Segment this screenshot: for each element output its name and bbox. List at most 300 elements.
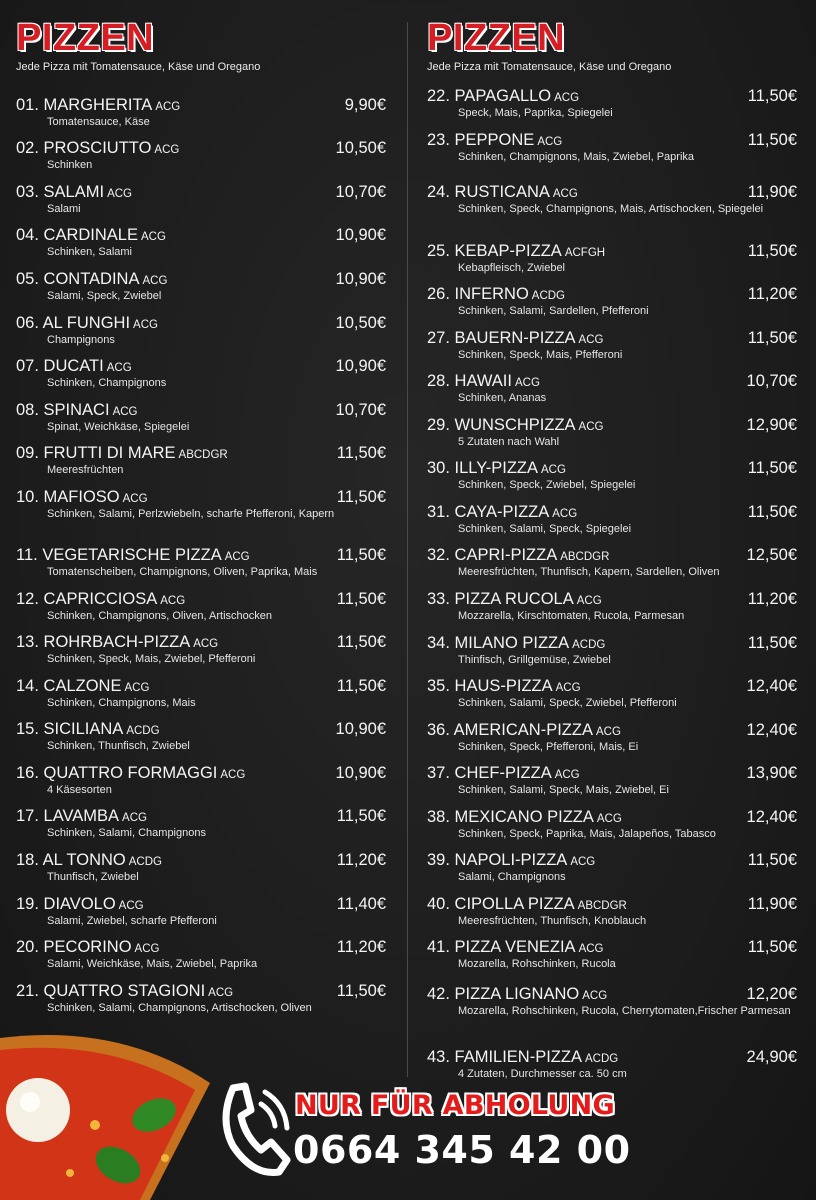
menu-item-title (16, 444, 228, 463)
menu-item-price: 11,50€ (747, 87, 797, 105)
menu-item-line (427, 1048, 797, 1067)
menu-item-description: Spinat, Weichkäse, Spiegelei (47, 421, 190, 433)
menu-item-title (16, 851, 162, 870)
menu-item-price: 10,90€ (335, 357, 386, 375)
menu-item-price: 11,50€ (747, 459, 797, 477)
menu-item-price: 11,50€ (747, 634, 797, 652)
menu-item-number: 04. (16, 226, 39, 244)
menu-column-left (16, 17, 386, 1014)
menu-item-allergens: ACDG (572, 639, 606, 651)
menu-item-title (427, 985, 607, 1004)
menu-item-description: Schinken, Speck, Pfefferoni, Mais, Ei (458, 741, 639, 753)
menu-item-description: Tomatenscheiben, Champignons, Oliven, Paprika, Mais (47, 566, 318, 578)
menu-item (427, 634, 797, 667)
menu-item-allergens: ACG (155, 101, 181, 113)
menu-item-allergens: ACG (118, 900, 144, 912)
menu-item-number: 10. (16, 488, 39, 506)
menu-item-price: 12,40€ (746, 677, 797, 695)
menu-item-name: PIZZA VENEZIA (454, 938, 576, 956)
menu-item-allergens: ACDG (126, 725, 160, 737)
menu-item-description: Schinken, Salami, Speck, Spiegelei (458, 523, 632, 535)
menu-item (427, 503, 797, 536)
menu-item-allergens: ACG (220, 769, 246, 781)
menu-item-name: HAWAII (454, 372, 512, 390)
menu-item-line (16, 270, 386, 289)
menu-item-number: 39. (427, 851, 450, 869)
menu-item-name: SALAMI (43, 183, 105, 201)
menu-item-number: 32. (427, 546, 450, 564)
menu-item-title (427, 677, 581, 696)
menu-item-price: 11,20€ (336, 938, 386, 956)
menu-item-title (427, 372, 540, 391)
menu-item-price: 11,20€ (336, 851, 386, 869)
menu-item-number: 31. (427, 503, 450, 521)
menu-item (427, 677, 797, 710)
menu-item-price: 10,50€ (335, 314, 386, 332)
menu-item-price: 13,90€ (746, 764, 797, 782)
menu-item-name: MAFIOSO (43, 488, 120, 506)
menu-item-description: Thunfisch, Zwiebel (47, 871, 139, 883)
menu-item-number: 01. (16, 96, 39, 114)
menu-item-line (16, 764, 386, 783)
menu-item-number: 22. (427, 87, 450, 105)
menu-item-description: Schinken, Salami, Champignons, Artischocken, Oliven (47, 1002, 312, 1014)
menu-item (427, 459, 797, 492)
menu-item-price: 12,40€ (746, 808, 797, 826)
menu-item-title (16, 357, 132, 376)
menu-item-price: 11,50€ (747, 242, 797, 260)
menu-item-description: Schinken, Salami, Speck, Mais, Zwiebel, Ei (458, 784, 669, 796)
menu-item-description: Schinken, Speck, Mais, Pfefferoni (458, 349, 623, 361)
menu-item-title (16, 633, 218, 652)
menu-item-description: Salami, Champignons (458, 871, 566, 883)
menu-item-name: WUNSCHPIZZA (454, 416, 576, 434)
menu-item-title (16, 677, 149, 696)
menu-item-allergens: ACG (514, 377, 540, 389)
menu-item (16, 720, 386, 753)
menu-item-number: 06. (16, 314, 39, 332)
menu-item-name: MEXICANO PIZZA (454, 808, 594, 826)
menu-item-line (427, 677, 797, 696)
menu-item-name: AL TONNO (42, 851, 126, 869)
menu-item-description: Meeresfrüchten (47, 464, 124, 476)
menu-item-name: HAUS-PIZZA (454, 677, 553, 695)
menu-item (16, 677, 386, 710)
menu-item (427, 416, 797, 449)
menu-item (16, 139, 386, 172)
menu-item-title (16, 139, 179, 158)
menu-item (427, 938, 797, 971)
menu-item-line (427, 721, 797, 740)
menu-item (16, 590, 386, 623)
menu-item-number: 30. (427, 459, 450, 477)
menu-item (16, 938, 386, 971)
pizza-slice-image (0, 1028, 215, 1200)
menu-item-description: Schinken, Champignons, Mais, Zwiebel, Paprika (458, 151, 695, 163)
menu-item-title (427, 938, 603, 957)
menu-item (16, 851, 386, 884)
menu-item-line (427, 764, 797, 783)
menu-item-title (16, 938, 159, 957)
menu-item-title (16, 314, 158, 333)
menu-item-allergens: ACG (133, 319, 158, 331)
menu-item-number: 13. (16, 633, 39, 651)
menu-item-line (427, 416, 797, 435)
menu-item-name: AMERICAN-PIZZA (453, 721, 593, 739)
menu-item-title (16, 96, 180, 115)
menu-item-line (16, 183, 386, 202)
menu-item-description: 5 Zutaten nach Wahl (458, 436, 560, 448)
menu-item-name: CONTADINA (43, 270, 140, 288)
menu-item-name: PECORINO (43, 938, 132, 956)
menu-item-allergens: ACG (595, 726, 621, 738)
menu-item-allergens: ACG (160, 595, 186, 607)
menu-column-right (427, 17, 797, 1080)
menu-item-line (16, 677, 386, 696)
menu-item-name: MARGHERITA (43, 96, 153, 114)
menu-item-line (16, 546, 386, 565)
menu-item-name: PIZZA RUCOLA (454, 590, 574, 608)
phone-icon (215, 1080, 293, 1176)
menu-item-description: Schinken, Salami, Champignons (47, 827, 206, 839)
menu-item-title (16, 183, 132, 202)
menu-item-number: 19. (16, 895, 39, 913)
menu-item-allergens: ABCDGR (577, 900, 627, 912)
menu-item-price: 12,20€ (746, 985, 797, 1003)
menu-item-line (16, 139, 386, 158)
menu-item-line (427, 895, 797, 914)
menu-item-description: Tomatensauce, Käse (47, 116, 150, 128)
menu-item (427, 372, 797, 405)
menu-item (16, 444, 386, 477)
menu-item (427, 285, 797, 318)
menu-item (427, 764, 797, 797)
menu-item-allergens: ACG (154, 144, 180, 156)
menu-item-name: FAMILIEN-PIZZA (454, 1048, 582, 1066)
menu-item-number: 36. (427, 721, 450, 739)
menu-item-name: MILANO PIZZA (454, 634, 570, 652)
menu-item-title (427, 459, 566, 478)
menu-item-description: 4 Käsesorten (47, 784, 112, 796)
menu-item-allergens: ACG (112, 406, 138, 418)
menu-item-title (427, 546, 609, 565)
menu-item-allergens: ACG (552, 188, 578, 200)
menu-item-allergens: ACG (140, 231, 166, 243)
menu-item-price: 11,50€ (336, 677, 386, 695)
menu-item-description: Schinken, Salami, Perlzwiebeln, scharfe Pfefferoni, Kapern (47, 508, 335, 520)
column-divider (407, 22, 408, 1077)
menu-item-line (16, 851, 386, 870)
menu-item-title (427, 131, 562, 150)
menu-item-description: Schinken, Champignons, Oliven, Artischocken (47, 610, 273, 622)
menu-item-line (427, 808, 797, 827)
menu-item (427, 329, 797, 362)
menu-item-name: CIPOLLA PIZZA (454, 895, 575, 913)
menu-item (427, 183, 797, 216)
menu-item (427, 590, 797, 623)
pickup-banner (215, 1080, 635, 1180)
menu-item-name: QUATTRO STAGIONI (43, 982, 206, 1000)
menu-item-number: 27. (427, 329, 450, 347)
menu-item-number: 05. (16, 270, 39, 288)
menu-item-number: 11. (16, 546, 38, 564)
menu-item-name: CARDINALE (43, 226, 138, 244)
menu-item-name: INFERNO (454, 285, 529, 303)
menu-item-description: Mozzarella, Kirschtomaten, Rucola, Parmesan (458, 610, 685, 622)
pickup-notice: NUR FÜR ABHOLUNG (295, 1090, 616, 1121)
menu-item-name: CAYA-PIZZA (454, 503, 550, 521)
menu-item-number: 21. (16, 982, 39, 1000)
menu-item-allergens: ACG (540, 464, 566, 476)
menu-item-line (16, 488, 386, 507)
menu-item-allergens: ACDG (584, 1053, 619, 1065)
menu-item-title (427, 895, 627, 914)
menu-item-description: 4 Zutaten, Durchmesser ca. 50 cm (458, 1068, 627, 1080)
menu-item-title (16, 401, 137, 420)
menu-item-name: VEGETARISCHE PIZZA (42, 546, 222, 564)
menu-item-description: Champignons (47, 334, 115, 346)
menu-item-line (16, 982, 386, 1001)
menu-item-description: Schinken (47, 159, 93, 171)
menu-item-allergens: ACG (578, 421, 604, 433)
menu-item (427, 808, 797, 841)
menu-item-line (427, 372, 797, 391)
menu-item-allergens: ACG (224, 551, 250, 563)
menu-item-number: 42. (427, 985, 450, 1003)
menu-item-description: Salami, Zwiebel, scharfe Pfefferoni (47, 915, 217, 927)
menu-item-title (427, 285, 565, 304)
menu-item-title (427, 1048, 618, 1067)
menu-item-line (427, 459, 797, 478)
menu-item-name: PIZZA LIGNANO (454, 985, 580, 1003)
menu-item-description: Salami, Speck, Zwiebel (47, 290, 162, 302)
menu-item-title (16, 546, 250, 565)
menu-item (427, 721, 797, 754)
menu-item-number: 09. (16, 444, 39, 462)
menu-item-price: 11,50€ (747, 938, 797, 956)
menu-item-price: 10,90€ (335, 764, 386, 782)
menu-item-title (16, 807, 147, 826)
menu-item-price: 10,90€ (335, 226, 386, 244)
menu-item-description: Schinken, Champignons, Mais (47, 697, 196, 709)
menu-item-line (427, 985, 797, 1004)
menu-item (427, 1048, 797, 1081)
menu-item-title (16, 720, 160, 739)
menu-item-price: 11,50€ (336, 590, 386, 608)
menu-item (16, 807, 386, 840)
menu-item-number: 15. (16, 720, 39, 738)
menu-item-allergens: ACG (554, 769, 580, 781)
menu-item-allergens: ACFGH (564, 247, 606, 259)
menu-item-title (16, 895, 144, 914)
menu-item-allergens: ACG (122, 812, 147, 824)
menu-item-title (427, 808, 622, 827)
menu-item-price: 11,20€ (747, 590, 797, 608)
menu-item-line (16, 226, 386, 245)
menu-item-name: KEBAP-PIZZA (454, 242, 562, 260)
menu-item-line (16, 401, 386, 420)
menu-item-description: Schinken, Speck, Paprika, Mais, Jalapeños, Tabasco (458, 828, 716, 840)
menu-item-number: 41. (427, 938, 450, 956)
menu-item-price: 11,50€ (336, 633, 386, 651)
menu-item-name: SICILIANA (43, 720, 124, 738)
section-subtitle: Jede Pizza mit Tomatensauce, Käse und Oregano (16, 61, 261, 73)
menu-item (16, 314, 386, 347)
menu-item-number: 20. (16, 938, 39, 956)
menu-item-line (16, 807, 386, 826)
menu-item-line (16, 938, 386, 957)
phone-number[interactable]: 0664 345 42 00 (293, 1128, 631, 1172)
menu-item-name: ILLY-PIZZA (454, 459, 538, 477)
menu-item-allergens: ABCDGR (178, 449, 228, 461)
menu-item-title (427, 87, 579, 106)
menu-item-line (16, 357, 386, 376)
menu-item-number: 14. (16, 677, 39, 695)
menu-item-price: 9,90€ (344, 96, 386, 114)
menu-item-description: Salami (47, 203, 81, 215)
menu-item-description: Meeresfrüchten, Thunfisch, Knoblauch (458, 915, 647, 927)
menu-item-allergens: ACDG (128, 856, 162, 868)
menu-item-description: Schinken, Speck, Zwiebel, Spiegelei (458, 479, 636, 491)
menu-item-description: Speck, Mais, Paprika, Spiegelei (458, 107, 613, 119)
menu-item-name: RUSTICANA (454, 183, 550, 201)
menu-item-number: 25. (427, 242, 450, 260)
menu-item-price: 10,50€ (335, 139, 386, 157)
menu-item-title (427, 183, 578, 202)
menu-item-line (427, 546, 797, 565)
menu-item-name: CAPRICCIOSA (43, 590, 158, 608)
menu-item-number: 29. (427, 416, 450, 434)
menu-item-title (16, 270, 167, 289)
menu-item-allergens: ACDG (531, 290, 566, 302)
menu-item-line (16, 444, 386, 463)
menu-item-title (16, 982, 233, 1001)
menu-item-allergens: ACG (582, 990, 608, 1002)
menu-item (427, 131, 797, 164)
menu-item (16, 633, 386, 666)
menu-item (427, 242, 797, 275)
section-subtitle: Jede Pizza mit Tomatensauce, Käse und Oregano (427, 61, 672, 73)
menu-item-description: Schinken, Speck, Mais, Zwiebel, Pfefferoni (47, 653, 256, 665)
menu-item-price: 11,50€ (336, 982, 386, 1000)
menu-item-name: CHEF-PIZZA (454, 764, 552, 782)
menu-item-number: 16. (16, 764, 39, 782)
menu-item-price: 10,70€ (746, 372, 797, 390)
menu-item-description: Schinken, Salami, Speck, Zwiebel, Pfefferoni (458, 697, 677, 709)
menu-item-price: 10,70€ (335, 183, 386, 201)
menu-item-price: 11,50€ (747, 131, 797, 149)
menu-item-allergens: ACG (555, 682, 581, 694)
menu-item-price: 12,40€ (746, 721, 797, 739)
menu-item-title (427, 634, 605, 653)
menu-item-number: 38. (427, 808, 450, 826)
menu-item-allergens: ACG (578, 943, 604, 955)
menu-item-line (16, 633, 386, 652)
section-title: PIZZEN (16, 17, 155, 59)
menu-item-title (427, 721, 621, 740)
menu-item-line (427, 285, 797, 304)
menu-item-price: 11,50€ (336, 488, 386, 506)
menu-item-price: 12,50€ (746, 546, 797, 564)
menu-item-number: 23. (427, 131, 450, 149)
menu-item-number: 12. (16, 590, 39, 608)
menu-item-price: 12,90€ (746, 416, 797, 434)
menu-item-name: PAPAGALLO (454, 87, 552, 105)
menu-item-allergens: ACG (208, 987, 234, 999)
menu-item-price: 11,50€ (747, 503, 797, 521)
menu-item-name: CAPRI-PIZZA (454, 546, 558, 564)
menu-item-name: AL FUNGHI (42, 314, 131, 332)
menu-item-price: 24,90€ (746, 1048, 797, 1066)
menu-item-line (427, 242, 797, 261)
menu-item (16, 982, 386, 1015)
menu-item-title (16, 226, 166, 245)
menu-item-title (427, 764, 580, 783)
menu-item-name: NAPOLI-PIZZA (454, 851, 568, 869)
menu-item (16, 895, 386, 928)
menu-item-line (427, 503, 797, 522)
menu-item-line (427, 938, 797, 957)
menu-item-line (16, 314, 386, 333)
menu-item-name: BAUERN-PIZZA (454, 329, 576, 347)
menu-item (427, 546, 797, 579)
menu-item-number: 37. (427, 764, 450, 782)
menu-item-name: LAVAMBA (43, 807, 120, 825)
menu-item-number: 02. (16, 139, 39, 157)
menu-item (16, 357, 386, 390)
menu-item-number: 35. (427, 677, 450, 695)
menu-item-price: 11,50€ (336, 546, 386, 564)
menu-item (427, 895, 797, 928)
menu-item-line (427, 87, 797, 106)
menu-item-line (16, 895, 386, 914)
menu-item-name: SPINACI (43, 401, 110, 419)
menu-item-allergens: ACG (537, 136, 563, 148)
menu-item-allergens: ABCDGR (560, 551, 610, 563)
menu-item-allergens: ACG (554, 92, 580, 104)
menu-item (16, 96, 386, 129)
menu-item-title (427, 329, 603, 348)
menu-item-description: Schinken, Ananas (458, 392, 547, 404)
menu-item-price: 11,50€ (336, 807, 386, 825)
menu-item-allergens: ACG (596, 813, 622, 825)
menu-item-description: Schinken, Salami (47, 246, 132, 258)
menu-item-allergens: ACG (576, 595, 602, 607)
menu-item-price: 10,90€ (335, 720, 386, 738)
menu-item-number: 08. (16, 401, 39, 419)
menu-item-number: 17. (16, 807, 39, 825)
menu-item-name: CALZONE (43, 677, 122, 695)
menu-item-number: 07. (16, 357, 39, 375)
menu-item (16, 226, 386, 259)
menu-item-number: 34. (427, 634, 450, 652)
menu-item-number: 33. (427, 590, 450, 608)
menu-item-price: 11,40€ (336, 895, 386, 913)
menu-item-title (16, 488, 148, 507)
menu-item-allergens: ACG (570, 856, 596, 868)
menu-item-line (427, 634, 797, 653)
menu-item (427, 87, 797, 120)
menu-item-allergens: ACG (142, 275, 168, 287)
menu-item-line (427, 183, 797, 202)
menu-item-line (427, 329, 797, 348)
menu-item-description: Schinken, Speck, Champignons, Mais, Artischocken, Spiegelei (458, 203, 764, 215)
menu-item-price: 10,70€ (335, 401, 386, 419)
menu-item-price: 11,50€ (747, 329, 797, 347)
menu-item-allergens: ACG (107, 188, 132, 200)
menu-item-allergens: ACG (193, 638, 219, 650)
menu-item-title (427, 416, 603, 435)
